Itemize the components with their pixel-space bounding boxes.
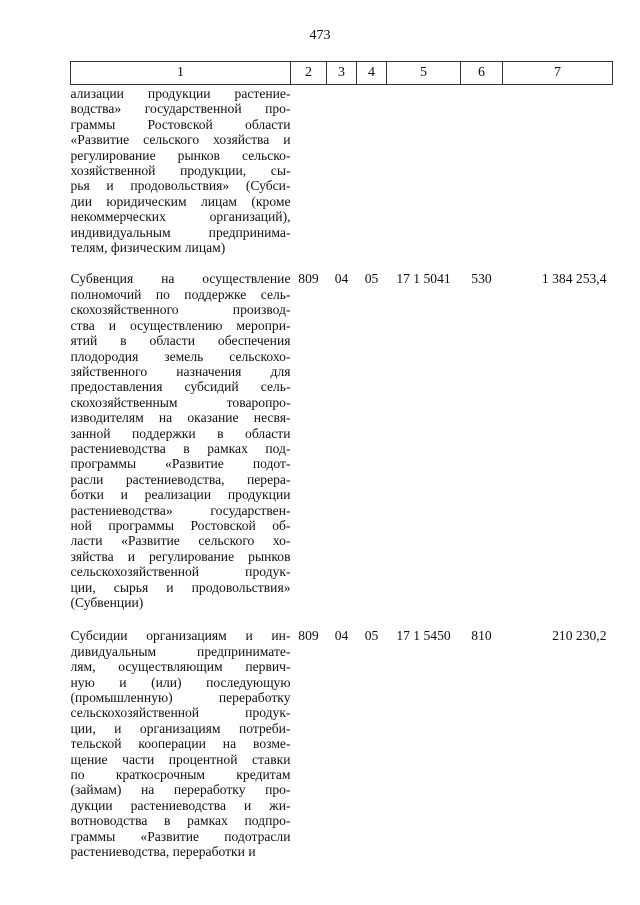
column-header-2: 2 <box>291 62 327 85</box>
description-line: ласти «Развитие сельского хо- <box>70 533 291 549</box>
amount-cell: 210 230,2 <box>552 628 607 644</box>
description-line: Субвенция на осуществление <box>70 271 291 287</box>
description-line: щение части процентной ставки <box>70 751 291 767</box>
table-row <box>71 85 613 269</box>
expense-type-cell <box>461 85 503 269</box>
expense-type-cell: 810 <box>471 628 492 644</box>
description-line: растениеводства в рамках под- <box>70 440 291 456</box>
description-line: лям, осуществляющим первич- <box>70 659 291 675</box>
description-line: водства» государственной про- <box>70 101 291 117</box>
description-line: предоставления субсидий сель- <box>70 379 291 395</box>
description-line: полномочий по поддержке сель- <box>70 286 291 302</box>
target-article-cell: 17 1 5450 <box>396 628 451 644</box>
description-line: «Развитие сельского хозяйства и <box>70 132 291 148</box>
description-line: ства и осуществлению меропри- <box>70 317 291 333</box>
description-line: дукции растениеводства и жи- <box>70 797 291 813</box>
description-line: граммы «Развитие подотрасли <box>70 828 291 844</box>
description-line: индивидуальным предпринима- <box>70 224 291 240</box>
amount-cell <box>503 85 613 269</box>
column-header-3: 3 <box>327 62 357 85</box>
description-line: программы «Развитие подот- <box>70 456 291 472</box>
ministry-code-cell: 809 <box>298 271 319 287</box>
description-line: ции, сырья и продовольствия» <box>70 579 291 595</box>
row-description <box>71 268 291 625</box>
column-header-4: 4 <box>357 62 387 85</box>
amount-cell: 1 384 253,4 <box>541 271 607 287</box>
description-line: ботки и реализации продукции <box>70 487 291 503</box>
description-line: дивидуальным предпринимате- <box>70 643 291 659</box>
description-line: плодородия земель сельскохо- <box>70 348 291 364</box>
description-line: ятий в области обеспечения <box>70 333 291 349</box>
section-code-cell: 04 <box>334 271 349 287</box>
description-line: растениеводства» государствен- <box>70 502 291 518</box>
description-line: телям, физическим лицам) <box>70 240 226 256</box>
description-line: вотноводства в рамках подпро- <box>70 813 291 829</box>
description-line: сельскохозяйственной продук- <box>70 564 291 580</box>
row-description <box>71 85 291 269</box>
ministry-code-cell <box>291 85 327 269</box>
description-line: дии юридическим лицам (кроме <box>70 193 291 209</box>
description-line: ции, и организациям потреби- <box>70 720 291 736</box>
description-line: занной поддержки в области <box>70 425 291 441</box>
description-line: ную и (или) последующую <box>70 674 291 690</box>
description-line: скохозяйственным товаропро- <box>70 394 291 410</box>
description-line: рья и продовольствия» (Субси- <box>70 178 291 194</box>
budget-table <box>70 61 613 860</box>
subsection-code-cell <box>357 85 387 269</box>
description-line: (Субвенции) <box>70 595 144 610</box>
description-line: ной программы Ростовской об- <box>70 517 291 533</box>
subsection-code-cell: 05 <box>364 628 379 644</box>
description-line: (займам) на переработку про- <box>70 782 291 798</box>
column-header-row <box>71 62 613 85</box>
description-line: (промышленную) переработку <box>70 690 291 706</box>
section-code-cell: 04 <box>334 628 349 644</box>
description-line: зяйственного назначения для <box>70 363 291 379</box>
description-line: расли растениеводства, перера- <box>70 471 291 487</box>
description-line: сельскохозяйственной продук- <box>70 705 291 721</box>
column-header-7: 7 <box>503 62 613 85</box>
subsection-code-cell: 05 <box>364 271 379 287</box>
description-line: растениеводства, переработки и <box>70 844 256 860</box>
description-line: Субсидии организациям и ин- <box>70 628 291 644</box>
description-line: граммы Ростовской области <box>70 116 291 132</box>
column-header-5: 5 <box>387 62 461 85</box>
ministry-code-cell: 809 <box>298 628 319 644</box>
column-header-1: 1 <box>71 62 291 85</box>
section-code-cell <box>327 85 357 269</box>
description-line: изводителям на оказание несвя- <box>70 410 291 426</box>
description-line: хозяйственной продукции, сы- <box>70 163 291 179</box>
description-line: ализации продукции растение- <box>70 86 291 101</box>
description-line: зяйства и регулирование рынков <box>70 548 291 564</box>
description-line: скохозяйственного производ- <box>70 302 291 318</box>
page-number: 473 <box>309 28 331 43</box>
description-line: по краткосрочным кредитам <box>70 767 291 783</box>
description-line: регулирование рынков сельско- <box>70 147 291 163</box>
description-line: некоммерческих организаций), <box>70 209 291 225</box>
table-row <box>71 268 613 625</box>
description-line: тельской кооперации на возме- <box>70 736 291 752</box>
expense-type-cell: 530 <box>471 271 492 287</box>
table-row <box>71 625 613 859</box>
target-article-cell: 17 1 5041 <box>396 271 451 287</box>
column-header-6: 6 <box>461 62 503 85</box>
row-description <box>71 625 291 859</box>
target-article-cell <box>387 85 461 269</box>
